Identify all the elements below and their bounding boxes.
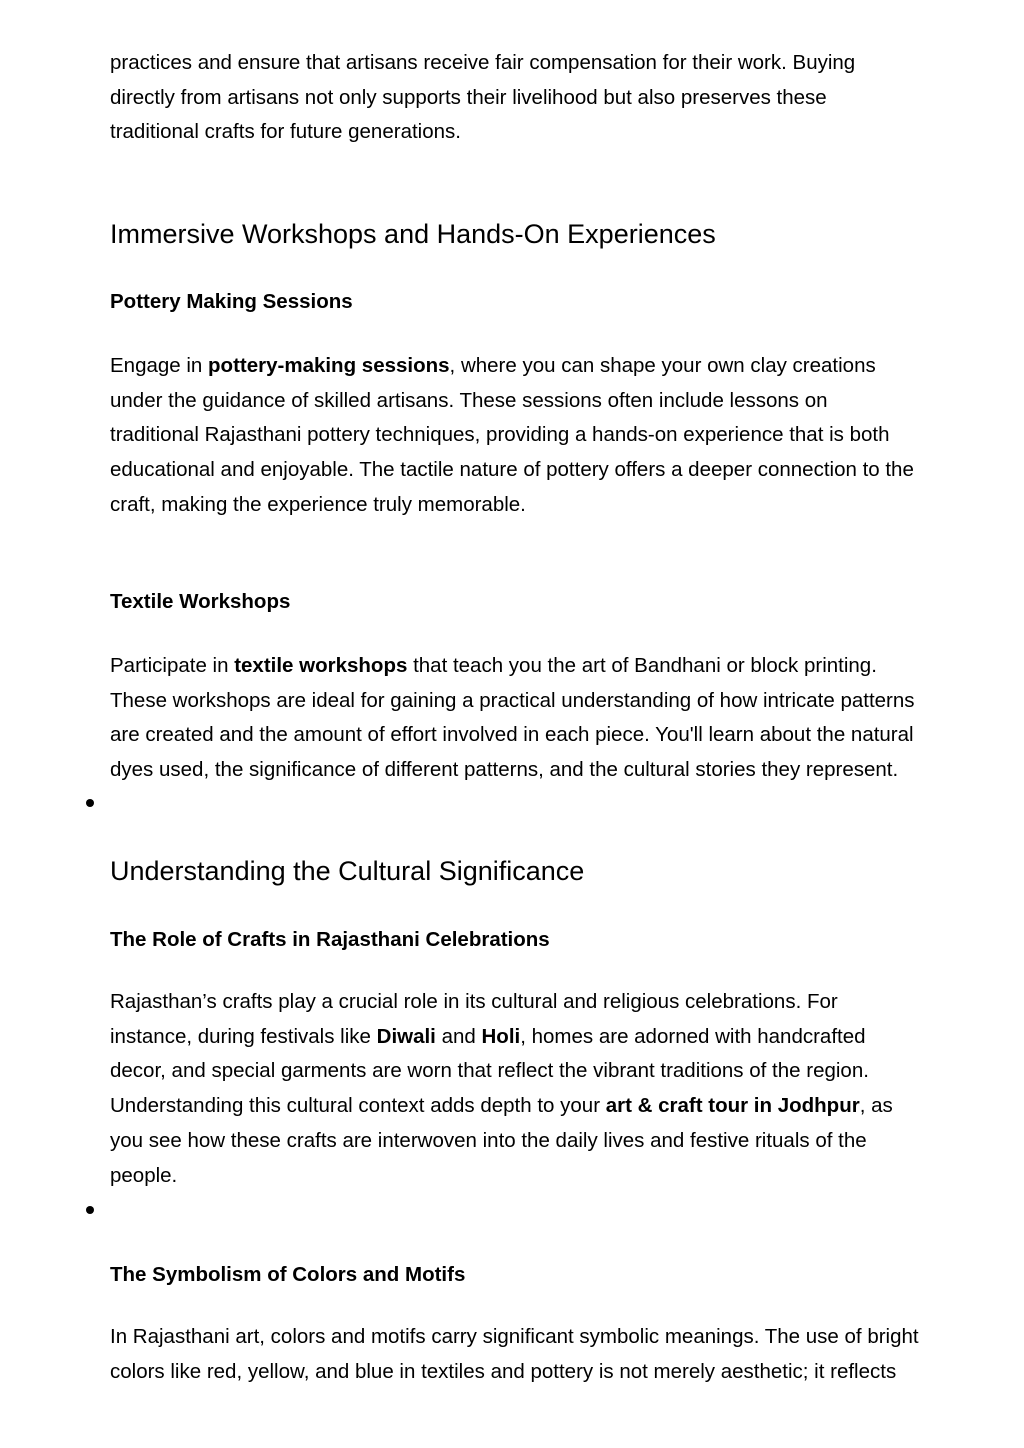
- text-line: under the guidance of skilled artisans. These sessions often include lessons on: [110, 388, 828, 412]
- text-line: Engage in pottery-making sessions, where you can shape your own clay creations: [110, 354, 876, 377]
- text-line: decor, and special garments are worn that reflect the vibrant traditions of the region.: [110, 1059, 869, 1083]
- text-line: Participate in textile workshops that teach you the art of Bandhani or block printing.: [110, 654, 877, 677]
- text-line: Understanding this cultural context adds depth to your art & craft tour in Jodhpur, as: [110, 1094, 893, 1118]
- text-line: colors like red, yellow, and blue in textiles and pottery is not merely aesthetic; it reflects: [110, 1359, 897, 1383]
- subheading-pottery: Pottery Making Sessions: [110, 290, 353, 313]
- intro-paragraph: [110, 46, 980, 150]
- bold-term: pottery-making sessions: [208, 354, 450, 377]
- text-line: In Rajasthani art, colors and motifs carry significant symbolic meanings. The use of bright: [110, 1325, 919, 1348]
- text-line: traditional crafts for future generations.: [110, 120, 461, 144]
- text-line: dyes used, the significance of different patterns, and the cultural stories they represent.: [110, 758, 899, 782]
- textile-paragraph: [110, 649, 980, 788]
- text-line: These workshops are ideal for gaining a practical understanding of how intricate patterns: [110, 688, 915, 712]
- section-heading-cultural: Understanding the Cultural Significance: [110, 856, 585, 886]
- bold-term: textile workshops: [234, 654, 408, 677]
- subheading-textile: Textile Workshops: [110, 590, 291, 613]
- text-line: traditional Rajasthani pottery techniques, providing a hands-on experience that is both: [110, 423, 890, 447]
- section-heading-workshops: Immersive Workshops and Hands-On Experiences: [110, 219, 716, 249]
- bold-term: Holi: [481, 1024, 521, 1048]
- symbolism-paragraph: [110, 1320, 980, 1389]
- subheading-symbolism: The Symbolism of Colors and Motifs: [110, 1263, 466, 1286]
- text-line: people.: [110, 1163, 178, 1187]
- text-line: instance, during festivals like Diwali and Holi, homes are adorned with handcrafted: [110, 1024, 866, 1048]
- pottery-paragraph: [110, 349, 980, 523]
- bullet-icon: [86, 1206, 94, 1214]
- text-line: you see how these crafts are interwoven into the daily lives and festive rituals of the: [110, 1128, 867, 1152]
- bold-term: art & craft tour in Jodhpur: [605, 1094, 860, 1118]
- text-line: educational and enjoyable. The tactile nature of pottery offers a deeper connection to the: [110, 458, 914, 482]
- text-line: directly from artisans not only supports their livelihood but also preserves these: [110, 85, 827, 109]
- text-line: Rajasthan’s crafts play a crucial role in its cultural and religious celebrations. For: [110, 990, 838, 1013]
- text-line: craft, making the experience truly memorable.: [110, 492, 526, 516]
- bold-term: Diwali: [376, 1024, 436, 1048]
- text-line: practices and ensure that artisans receive fair compensation for their work. Buying: [110, 51, 856, 74]
- role-paragraph: [110, 985, 980, 1193]
- text-line: are created and the amount of effort involved in each piece. You'll learn about the natural: [110, 723, 914, 747]
- bullet-icon: [86, 799, 94, 807]
- subheading-role-of-crafts: The Role of Crafts in Rajasthani Celebrations: [110, 928, 550, 951]
